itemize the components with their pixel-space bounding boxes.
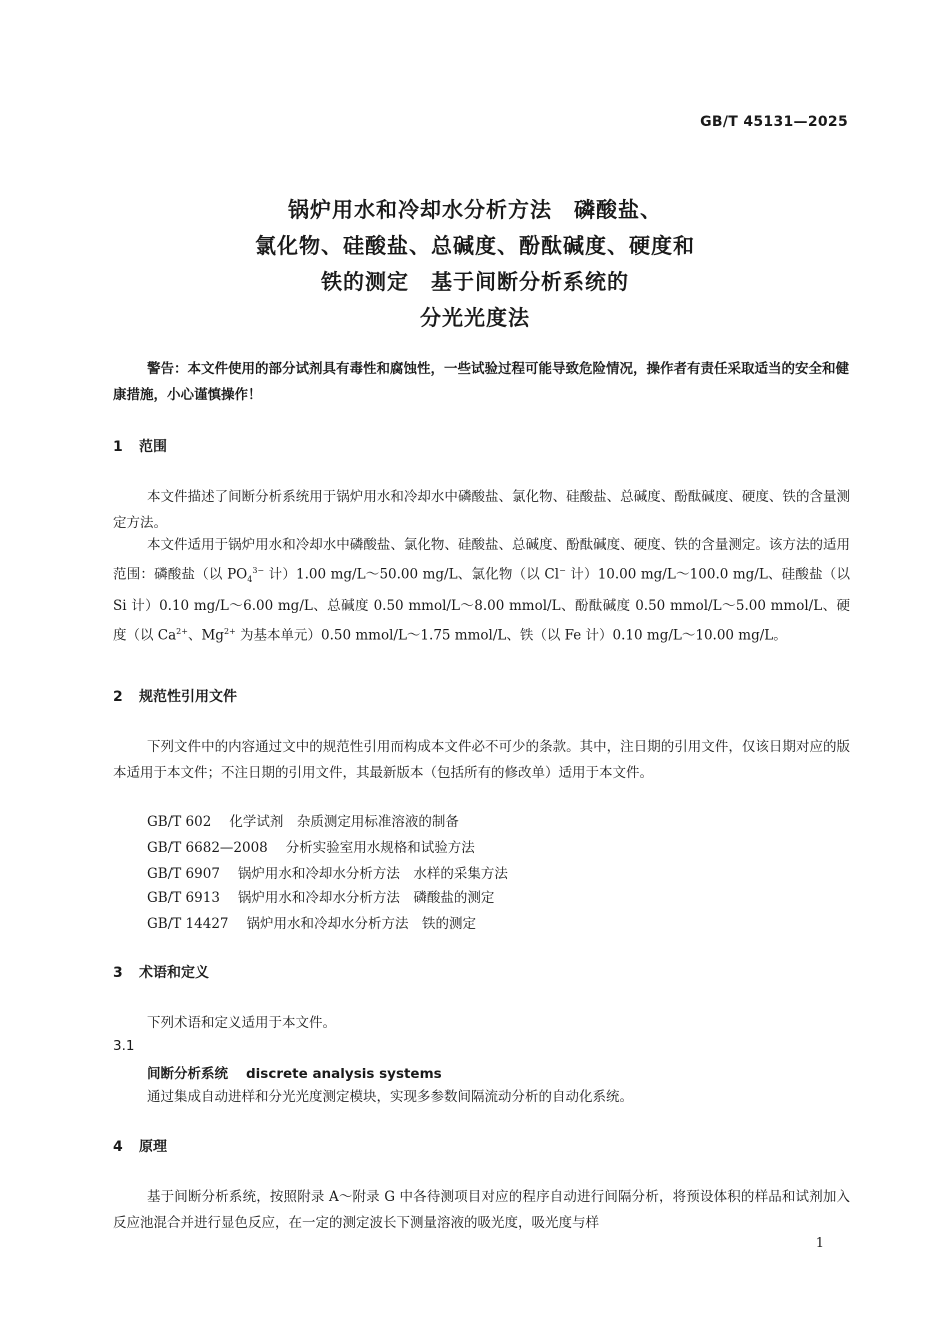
scope-paragraph-2: 本文件适用于锅炉用水和冷却水中磷酸盐、氯化物、硅酸盐、总碱度、酚酞碱度、硬度、铁的含量测定。该方法的适用范围：磷酸盐（以 $PO_4^{3-}$ 计）1.00 mg/L～50.00 mg/L、氯化物（以 Cl− 计）10.00 mg/L～100.0 mg/L、硅酸盐（以 Si 计）0.10 mg/L～6.00 mg/L、总碱度 0.50 mmol/L～8.00 mmol/L、酚酞碱度 0.50 mmol/L～5.00 mmol/L、硬度（以 $Ca^{2+}$、$Mg^{2+}$ 为基本单元）0.50 mmol/L～1.75 mmol/L、铁（以 Fe 计）0.10 mg/L～10.00 mg/L。	[113, 537, 850, 644]
section-heading-terms	[113, 962, 209, 982]
section-title: 范围	[139, 439, 167, 455]
reference-item: GB/T 602 化学试剂 杂质测定用标准溶液的制备	[147, 814, 459, 830]
term-entry	[147, 1062, 442, 1082]
section-heading-normative-references	[113, 686, 237, 706]
warning-block	[113, 356, 850, 408]
references-intro: 下列文件中的内容通过文中的规范性引用而构成本文件必不可少的条款。其中，注日期的引用文件，仅该日期对应的版本适用于本文件；不注日期的引用文件，其最新版本（包括所有的修改单）适用于本文件。	[113, 739, 850, 781]
terms-intro: 下列术语和定义适用于本文件。	[147, 1015, 336, 1031]
section-title: 术语和定义	[139, 965, 209, 981]
warning-text: 警告：本文件使用的部分试剂具有毒性和腐蚀性，一些试验过程可能导致危险情况，操作者有责任采取适当的安全和健康措施，小心谨慎操作！	[113, 361, 849, 403]
section-heading-principle	[113, 1136, 167, 1156]
title-line: 锅炉用水和冷却水分析方法 磷酸盐、	[288, 198, 662, 222]
reference-item: GB/T 6913 锅炉用水和冷却水分析方法 磷酸盐的测定	[147, 890, 495, 906]
term-chinese: 间断分析系统	[147, 1066, 228, 1082]
title-line: 铁的测定 基于间断分析系统的	[321, 270, 629, 294]
section-number: 2	[113, 689, 123, 705]
title-line: 氯化物、硅酸盐、总碱度、酚酞碱度、硬度和	[255, 234, 695, 258]
document-title	[0, 192, 950, 336]
term-number: 3.1	[113, 1038, 135, 1054]
term-english: discrete analysis systems	[246, 1066, 442, 1082]
term-definition: 通过集成自动进样和分光光度测定模块，实现多参数间隔流动分析的自动化系统。	[147, 1089, 633, 1105]
section-number: 4	[113, 1139, 123, 1155]
principle-paragraph: 基于间断分析系统，按照附录 A～附录 G 中各待测项目对应的程序自动进行间隔分析，将预设体积的样品和试剂加入反应池混合并进行显色反应，在一定的测定波长下测量溶液的吸光度，吸光度与样	[113, 1189, 850, 1231]
section-number: 1	[113, 439, 123, 455]
section-title: 规范性引用文件	[139, 689, 237, 705]
section-title: 原理	[139, 1139, 167, 1155]
reference-item: GB/T 14427 锅炉用水和冷却水分析方法 铁的测定	[147, 916, 476, 932]
standard-number: GB/T 45131—2025	[700, 114, 848, 130]
title-line: 分光光度法	[420, 306, 530, 330]
section-heading-scope	[113, 436, 167, 456]
page-number: 1	[815, 1236, 824, 1251]
reference-item: GB/T 6907 锅炉用水和冷却水分析方法 水样的采集方法	[147, 866, 508, 882]
section-number: 3	[113, 965, 123, 981]
scope-paragraph-1: 本文件描述了间断分析系统用于锅炉用水和冷却水中磷酸盐、氯化物、硅酸盐、总碱度、酚酞碱度、硬度、铁的含量测定方法。	[113, 489, 850, 531]
reference-item: GB/T 6682—2008 分析实验室用水规格和试验方法	[147, 840, 475, 856]
